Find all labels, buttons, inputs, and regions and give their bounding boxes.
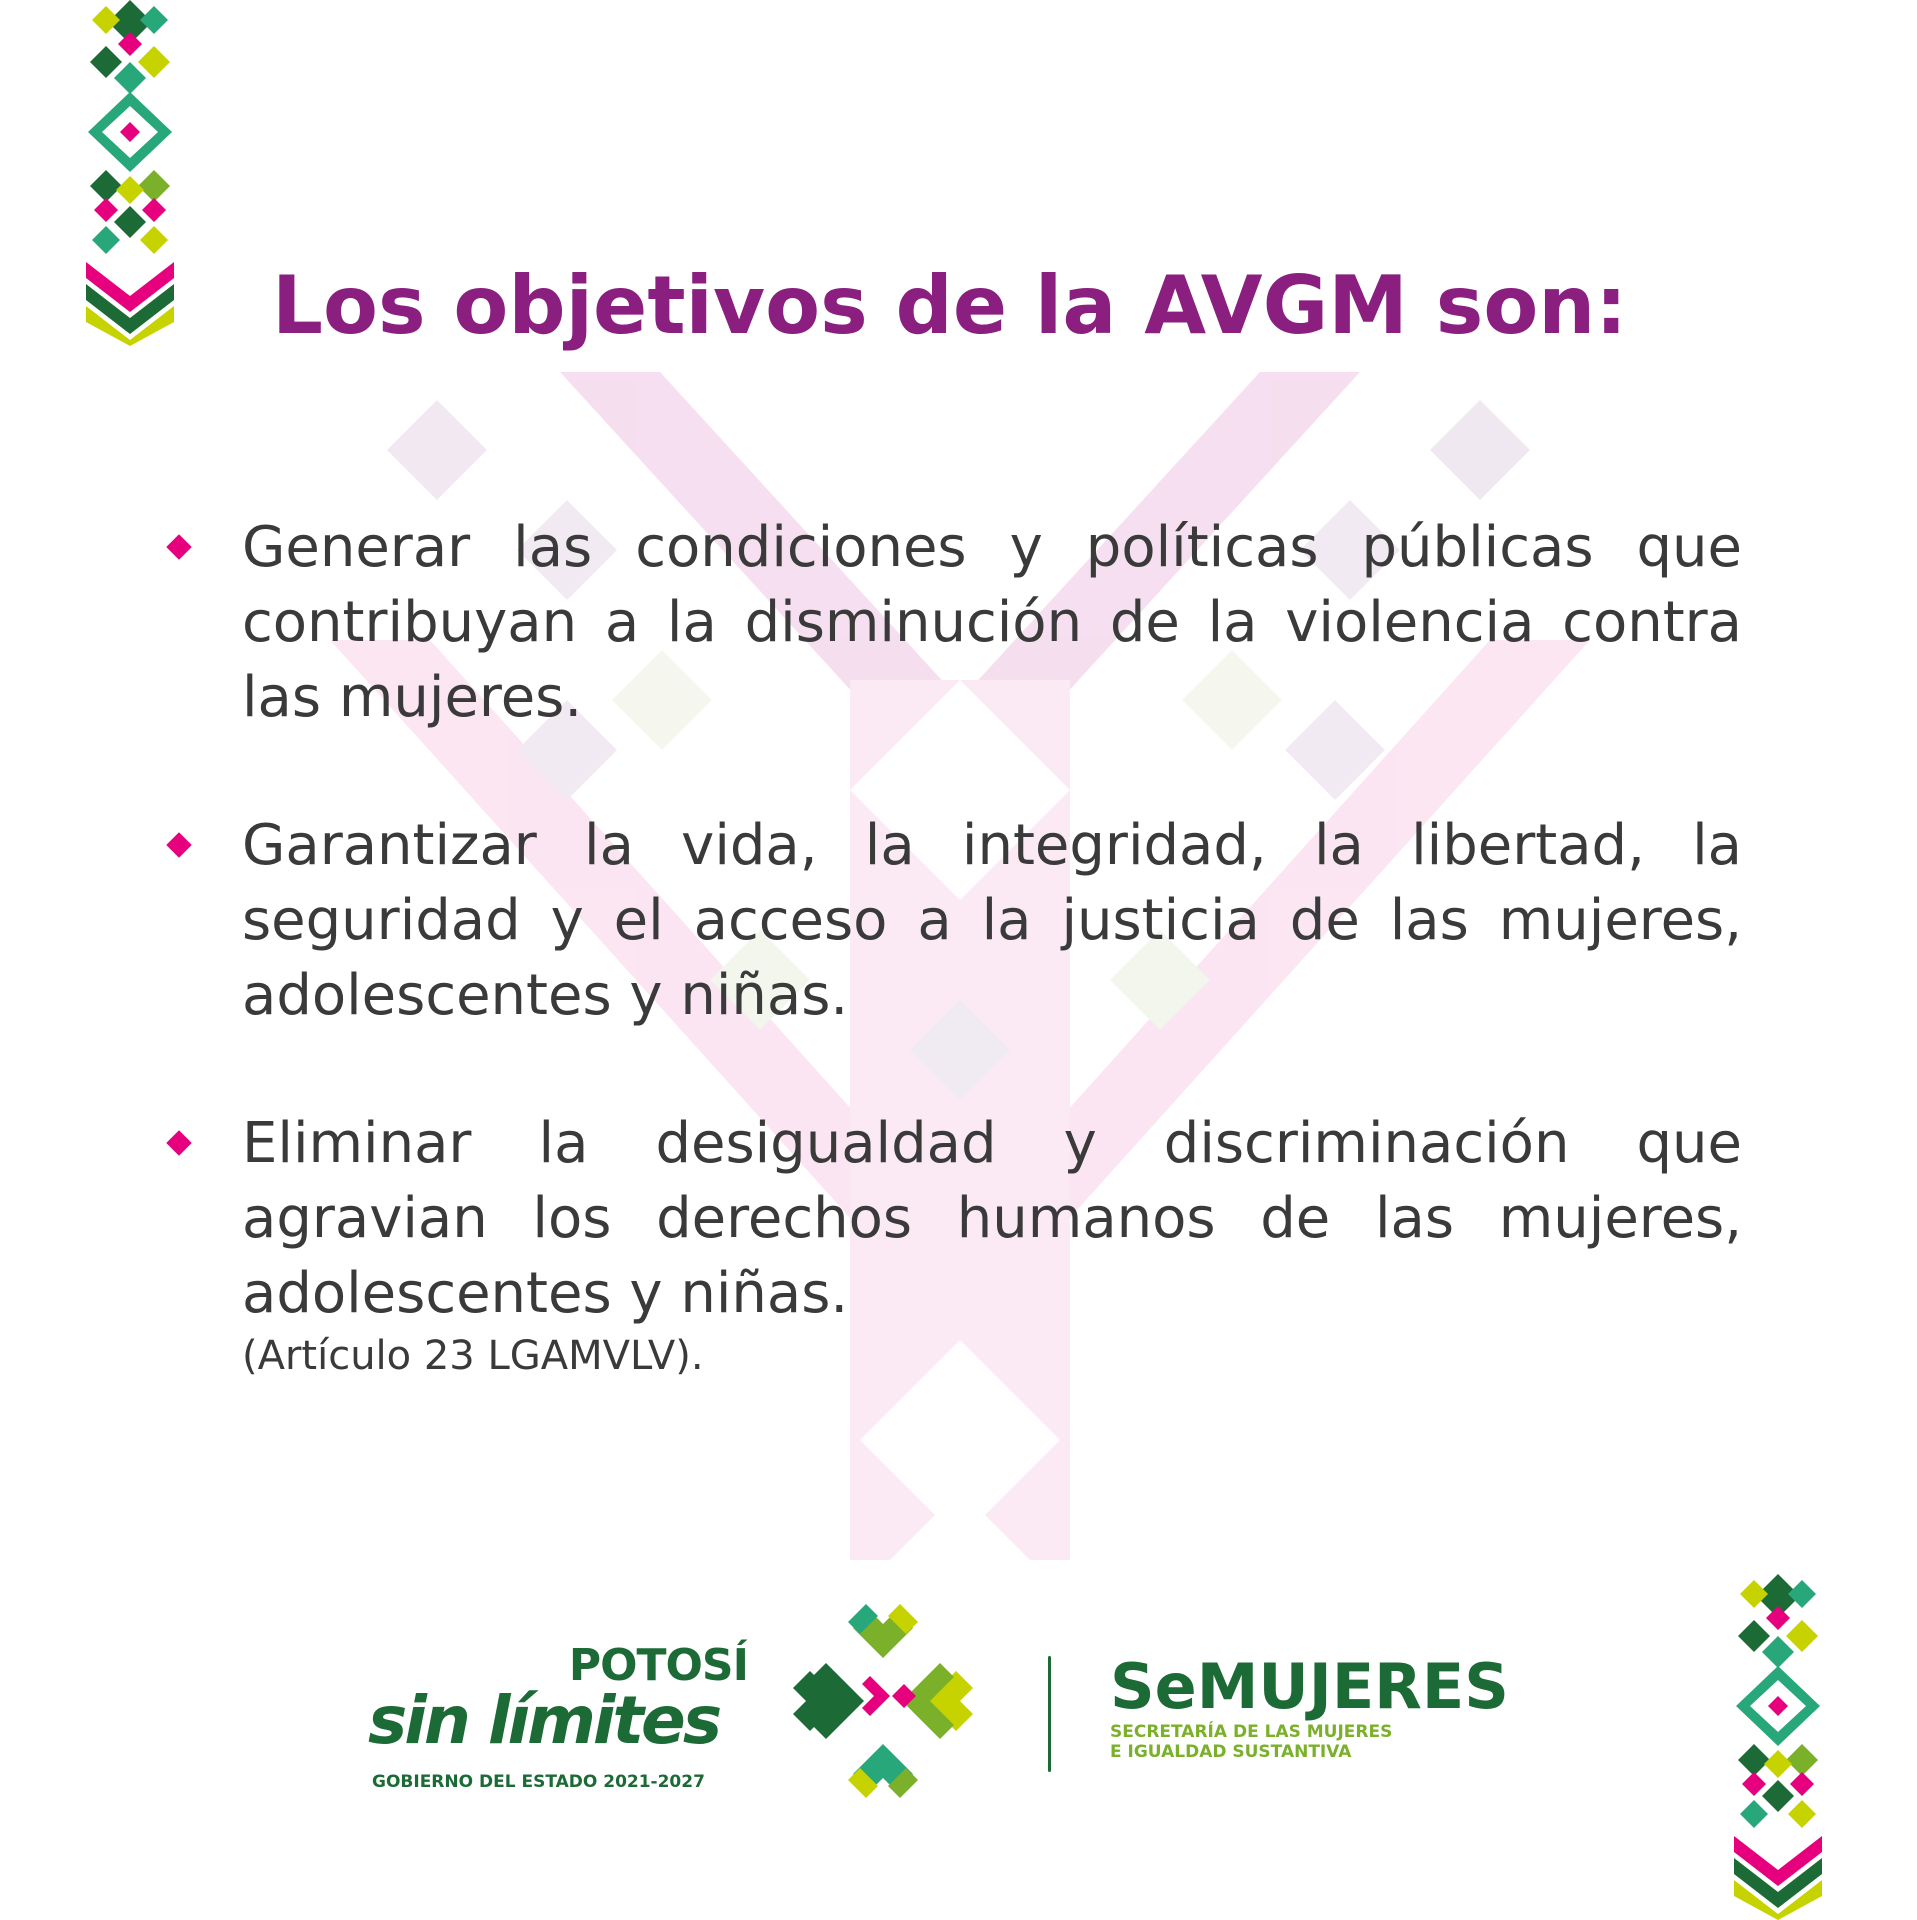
diamond-bullet-icon [166, 534, 191, 559]
diamond-bullet-icon [166, 832, 191, 857]
objective-item [242, 510, 1742, 750]
logo-word: POTOSÍ [568, 1640, 748, 1691]
page-title: Los objetivos de la AVGM son: [272, 259, 1628, 352]
objective-text: Eliminar la desigualdad y discriminación que agravian los derechos humanos de las mujeres, adolescentes y niñas. [242, 1111, 1742, 1326]
objective-item [242, 1106, 1742, 1346]
objective-text: Garantizar la vida, la integridad, la libertad, la seguridad y el acceso a la justicia de las mujeres, adolescentes y niñas. [242, 813, 1742, 1028]
logo-name: SeMUJERES [1110, 1650, 1509, 1723]
potosi-sin-limites-logo [368, 1640, 768, 1800]
logo-subtitle-line: E IGUALDAD SUSTANTIVA [1110, 1742, 1352, 1762]
objective-item [242, 808, 1742, 1048]
diamond-bullet-icon [166, 1130, 191, 1155]
logo-government-line: GOBIERNO DEL ESTADO 2021-2027 [372, 1772, 705, 1792]
logo-divider [1048, 1656, 1051, 1772]
logo-subtitle-line: SECRETARÍA DE LAS MUJERES [1110, 1722, 1393, 1742]
logo-slogan: sin límites [368, 1682, 720, 1759]
objective-text: Generar las condiciones y políticas públicas que contribuyan a la disminución de la violencia contra las mujeres. [242, 515, 1742, 730]
star-chevron-icon [778, 1598, 988, 1804]
legal-citation: (Artículo 23 LGAMVLV). [242, 1333, 704, 1379]
semujeres-logo [1110, 1652, 1560, 1772]
